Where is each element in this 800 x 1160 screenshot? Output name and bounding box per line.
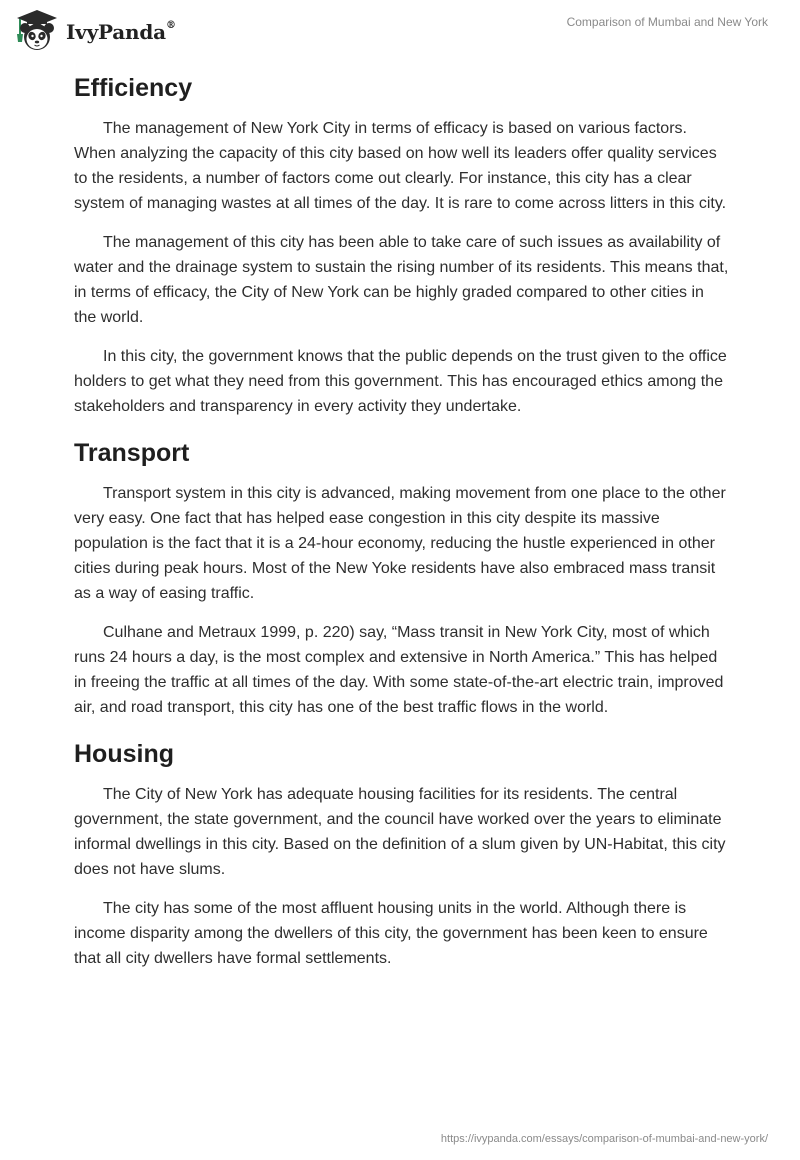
paragraph: The city has some of the most affluent housing units in the world. Although there is income disparity among the dwellers of this city, the government has been keen to ensure that all city dwellers have formal settlements. — [74, 900, 708, 967]
paragraph: The management of New York City in terms of efficacy is based on various factors. When analyzing the capacity of this city based on how well its leaders offer quality services to the residents, a number of factors come out clearly. For instance, this city has a clear system of managing wastes at all times of the day. It is rare to come across litters in this city. — [74, 120, 727, 212]
paragraph: In this city, the government knows that the public depends on the trust given to the office holders to get what they need from this government. This has encouraged ethics among the stakeholders and transparency in every activity they undertake. — [74, 348, 727, 415]
section-heading: Transport — [74, 439, 190, 467]
running-title: Comparison of Mumbai and New York — [566, 15, 768, 29]
paragraph: The City of New York has adequate housing facilities for its residents. The central government, the state government, and the council have worked over the years to eliminate informal dwellings in this city. Based on the definition of a slum given by UN-Habitat, this city does not have slums. — [74, 786, 726, 878]
section-heading: Housing — [74, 740, 174, 768]
brand-name — [66, 20, 176, 44]
paragraph: Transport system in this city is advanced, making movement from one place to the other very easy. One fact that has helped ease congestion in this city despite its massive population is the fact that it is a 24-hour economy, reducing the hustle experienced in other cities during peak hours. Most of the New Yoke residents have also embraced mass transit as a way of easing traffic. — [74, 485, 726, 602]
paragraph: Culhane and Metraux 1999, p. 220) say, “Mass transit in New York City, most of which runs 24 hours a day, is the most complex and extensive in North America.” This has helped in freeing the traffic at all times of the day. With some state-of-the-art electric train, improved air, and road transport, this city has one of the best traffic flows in the world. — [74, 624, 724, 716]
section-housing — [74, 738, 730, 971]
paragraph: The management of this city has been able to take care of such issues as availability of water and the drainage system to sustain the rising number of its residents. This means that, in terms of efficacy, the City of New York can be highly graded compared to other cities in the world. — [74, 234, 729, 326]
section-efficiency — [74, 72, 730, 419]
source-url[interactable]: https://ivypanda.com/essays/comparison-of-mumbai-and-new-york/ — [440, 1133, 768, 1145]
section-transport — [74, 437, 730, 720]
brand-logo[interactable] — [14, 6, 176, 56]
panda-graduation-cap-icon — [14, 8, 60, 54]
section-heading: Efficiency — [74, 74, 193, 102]
registered-mark: ® — [165, 20, 176, 32]
brand-name-text: IvyPanda — [66, 20, 166, 44]
page-header — [0, 0, 800, 64]
essay-content — [74, 72, 730, 985]
